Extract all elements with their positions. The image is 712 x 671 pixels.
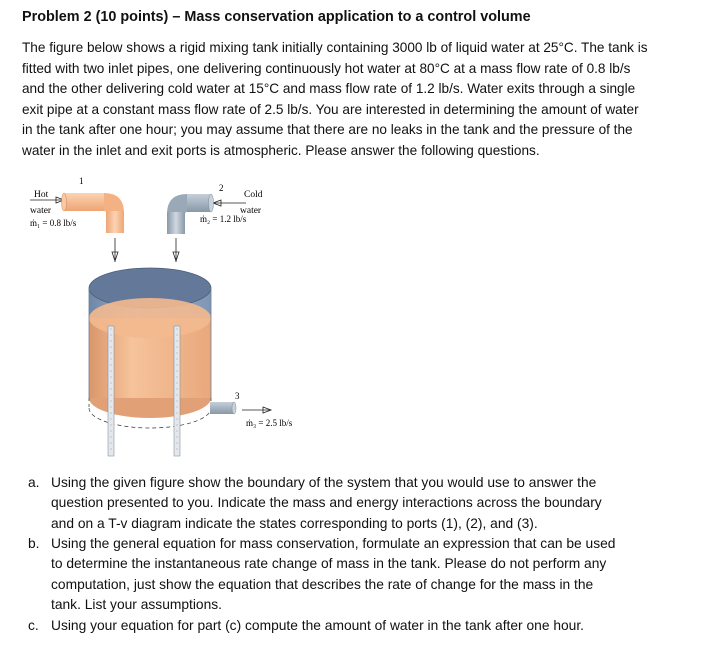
- intro-line: in the tank after one hour; you may assume that there are no leaks in the tank and the pressure of the: [22, 122, 633, 138]
- port2-label-water: water: [240, 206, 262, 216]
- question-letter: c.: [28, 618, 39, 633]
- question-line: Using your equation for part (c) compute the amount of water in the tank after one hour.: [51, 618, 585, 633]
- question-line: Using the given figure show the boundary of the system that you would use to answer the: [51, 475, 597, 490]
- intro-line: and the other delivering cold water at 15°C and mass flow rate of 1.2 lb/s. Water exits through a single: [22, 81, 636, 97]
- question-line: Using the general equation for mass conservation, formulate an expression that can be used: [51, 536, 616, 551]
- question-line: tank. List your assumptions.: [51, 597, 223, 613]
- question-line: and on a T-v diagram indicate the states corresponding to ports (1), (2), and (3).: [51, 515, 538, 531]
- port2-label-cold: Cold: [244, 190, 263, 200]
- question-letter: a.: [28, 475, 40, 490]
- intro-line: exit pipe at a constant mass flow rate of 2.5 lb/s. You are interested in determining the amount of water: [22, 101, 639, 117]
- port2-flow-rate: ṁ₂ = 1.2 lb/s: [200, 214, 247, 224]
- question-letter: b.: [28, 536, 40, 551]
- port3-flow-rate: ṁ₃ = 2.5 lb/s: [246, 418, 293, 428]
- exit-pipe: [210, 402, 236, 414]
- port1-flow-rate: ṁ₁ = 0.8 lb/s: [30, 218, 77, 228]
- question-line: computation, just show the equation that describes the rate of change for the mass in the: [51, 576, 594, 592]
- port1-number: 1: [79, 176, 84, 186]
- intro-line: water in the inlet and exit ports is atmospheric. Please answer the following questions.: [22, 142, 540, 158]
- port1-label-hot: Hot: [34, 190, 49, 200]
- problem-title: Problem 2 (10 points) – Mass conservation application to a control volume: [22, 9, 531, 25]
- question-line: to determine the instantaneous rate change of mass in the tank. Please do not perform any: [51, 556, 607, 572]
- intro-line: The figure below shows a rigid mixing tank initially containing 3000 lb of liquid water at 25°C. The tank is: [22, 40, 648, 55]
- mixing-tank: [89, 268, 211, 428]
- port2-number: 2: [219, 183, 224, 193]
- mixing-tank-figure: [0, 170, 712, 470]
- question-line: question presented to you. Indicate the mass and energy interactions across the boundary: [51, 495, 602, 511]
- problem-statement: [22, 38, 692, 162]
- intro-line: fitted with two inlet pipes, one delivering continuously hot water at 80°C at a mass flow rate of 0.8 lb/s: [22, 60, 631, 76]
- port1-label-water: water: [30, 206, 52, 216]
- port3-number: 3: [235, 391, 240, 401]
